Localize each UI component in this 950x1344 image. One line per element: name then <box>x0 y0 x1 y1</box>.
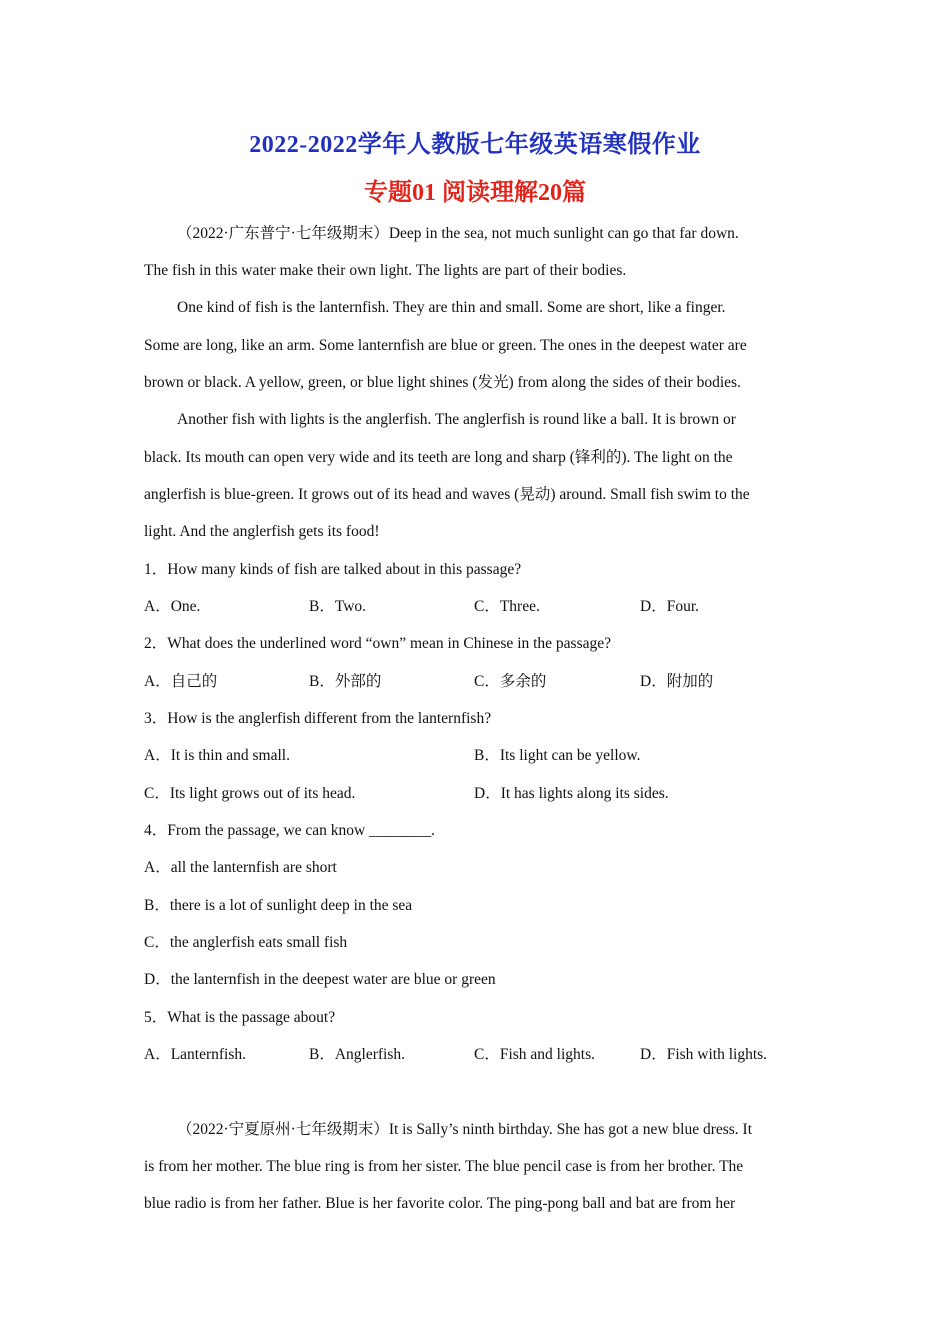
passage1-line: Some are long, like an arm. Some lanternfish are blue or green. The ones in the deepest water are <box>144 337 747 354</box>
document-subtitle: 专题01 阅读理解20篇 <box>364 180 586 206</box>
q2-option-c: C．多余的 <box>474 673 547 690</box>
q3-option-b: B．Its light can be yellow. <box>474 747 641 764</box>
question-4: 4．From the passage, we can know ________. <box>144 822 436 839</box>
q1-option-d: D．Four. <box>640 598 699 615</box>
passage1-line: light. And the anglerfish gets its food! <box>144 523 380 540</box>
question-3: 3．How is the anglerfish different from the lanternfish? <box>144 710 492 727</box>
q3-option-d: D．It has lights along its sides. <box>474 785 669 802</box>
q5-option-d: D．Fish with lights. <box>640 1046 768 1063</box>
passage1-line: Another fish with lights is the anglerfish. The anglerfish is round like a ball. It is brown or <box>177 411 736 428</box>
q1-option-b: B．Two. <box>309 598 367 615</box>
passage1-line: The fish in this water make their own light. The lights are part of their bodies. <box>144 262 627 279</box>
q2-option-a: A．自己的 <box>144 673 218 690</box>
q2-option-b: B．外部的 <box>309 673 382 690</box>
document-title: 2022-2022学年人教版七年级英语寒假作业 <box>249 132 701 158</box>
q5-option-b: B．Anglerfish. <box>309 1046 406 1063</box>
passage1-line: black. Its mouth can open very wide and its teeth are long and sharp (锋利的). The light on the <box>144 449 733 466</box>
q4-option-a: A．all the lanternfish are short <box>144 859 337 876</box>
q3-option-c: C．Its light grows out of its head. <box>144 785 356 802</box>
q2-option-d: D．附加的 <box>640 673 714 690</box>
q4-option-d: D．the lanternfish in the deepest water are blue or green <box>144 971 496 988</box>
passage2-line: is from her mother. The blue ring is from her sister. The blue pencil case is from her brother. The <box>144 1158 744 1175</box>
passage1-line: One kind of fish is the lanternfish. They are thin and small. Some are short, like a finger. <box>177 299 726 316</box>
q5-option-c: C．Fish and lights. <box>474 1046 596 1063</box>
q3-option-a: A．It is thin and small. <box>144 747 290 764</box>
question-1: 1．How many kinds of fish are talked about in this passage? <box>144 561 522 578</box>
passage1-line: （2022·广东普宁·七年级期末）Deep in the sea, not much sunlight can go that far down. <box>177 225 739 242</box>
passage2-line: （2022·宁夏原州·七年级期末）It is Sally’s ninth birthday. She has got a new blue dress. It <box>177 1121 753 1138</box>
passage2-line: blue radio is from her father. Blue is her favorite color. The ping-pong ball and bat are from her <box>144 1195 736 1212</box>
q4-option-c: C．the anglerfish eats small fish <box>144 934 348 951</box>
question-2: 2．What does the underlined word “own” mean in Chinese in the passage? <box>144 635 612 652</box>
question-5: 5．What is the passage about? <box>144 1009 336 1026</box>
q4-option-b: B．there is a lot of sunlight deep in the sea <box>144 897 413 914</box>
q5-option-a: A．Lanternfish. <box>144 1046 247 1063</box>
q1-option-c: C．Three. <box>474 598 540 615</box>
passage1-line: brown or black. A yellow, green, or blue light shines (发光) from along the sides of their bodies. <box>144 374 741 391</box>
q1-option-a: A．One. <box>144 598 201 615</box>
passage1-line: anglerfish is blue-green. It grows out of its head and waves (晃动) around. Small fish swim to the <box>144 486 750 503</box>
